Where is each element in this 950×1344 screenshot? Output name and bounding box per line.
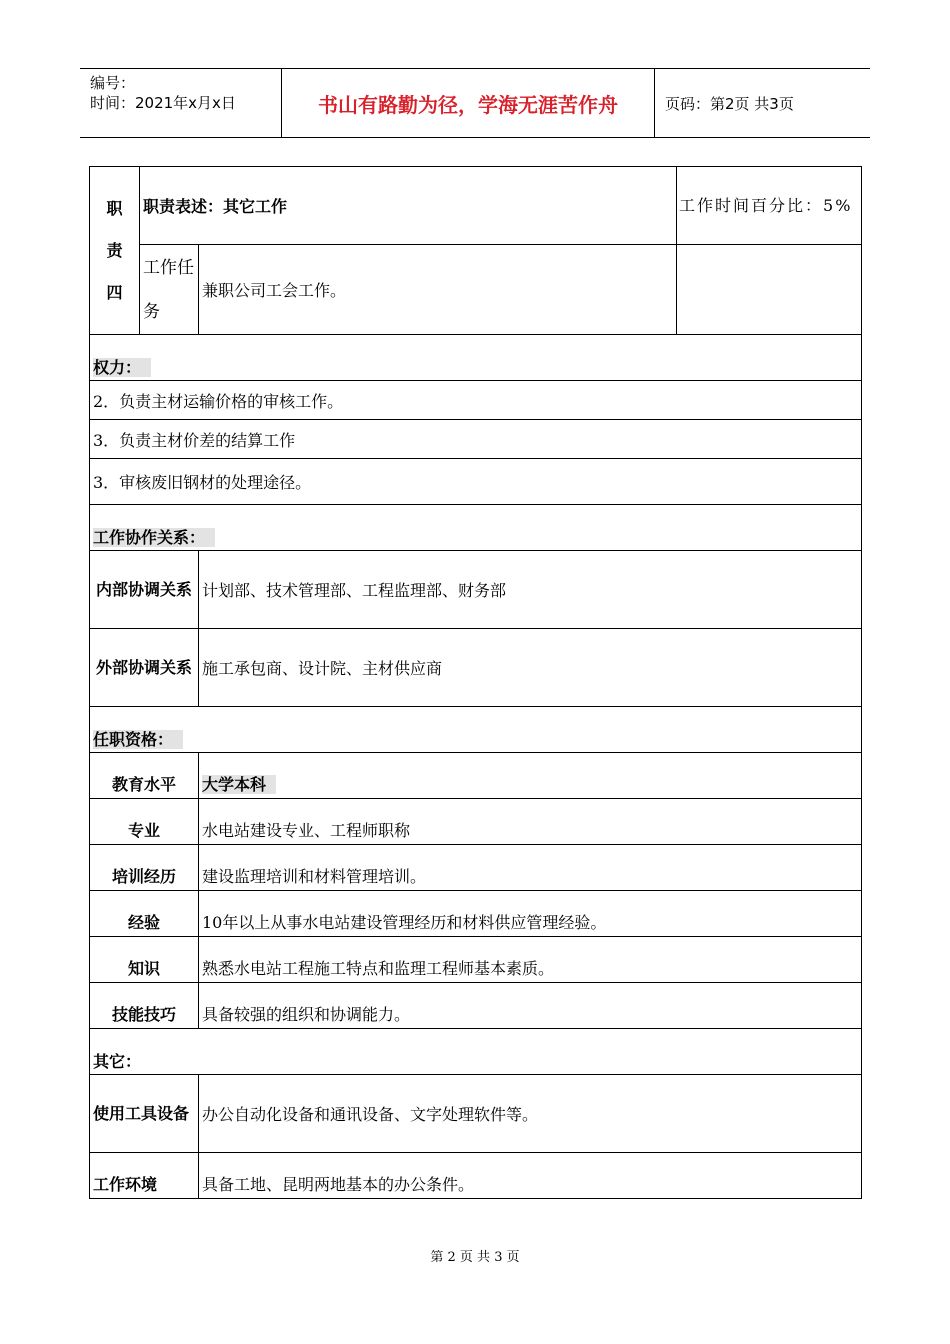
header-meta [80,69,282,137]
relations-section [90,505,862,551]
tools-row [90,1075,862,1153]
other-section [90,1029,862,1075]
qual-label: 技能技巧 [90,983,199,1029]
header-motto: 书山有路勤为径，学海无涯苦作舟 [282,69,655,137]
qual-value: 10年以上从事水电站建设管理经历和材料供应管理经验。 [199,891,862,937]
task-value: 兼职公司工会工作。 [199,245,677,335]
power-section [90,335,862,381]
serial-label: 编号： [90,74,136,92]
env-value: 具备工地、昆明两地基本的办公条件。 [199,1153,862,1199]
qual-row [90,845,862,891]
qual-row [90,983,862,1029]
env-row [90,1153,862,1199]
page-header [80,68,870,138]
task-empty [677,245,862,335]
time-label: 时间：2021年x月x日 [90,94,236,112]
power-item-text: 3．负责主材价差的结算工作 [90,420,862,459]
qual-label: 知识 [90,937,199,983]
qual-value: 建设监理培训和材料管理培训。 [199,845,862,891]
qual-value: 水电站建设专业、工程师职称 [199,799,862,845]
power-item [90,459,862,505]
duty-desc: 职责表述：其它工作 [140,167,677,245]
qual-row [90,799,862,845]
duty-label: 职 责 四 [90,167,140,335]
internal-value: 计划部、技术管理部、工程监理部、财务部 [199,551,862,629]
qual-value: 熟悉水电站工程施工特点和监理工程师基本素质。 [199,937,862,983]
task-row [90,245,862,335]
page-footer: 第 2 页 共 3 页 [430,1250,520,1265]
external-value: 施工承包商、设计院、主材供应商 [199,629,862,707]
qual-value: 具备较强的组织和协调能力。 [199,983,862,1029]
power-item-text: 2．负责主材运输价格的审核工作。 [90,381,862,420]
qual-label: 专业 [90,799,199,845]
external-label: 外部协调关系 [90,629,199,707]
qual-label: 经验 [90,891,199,937]
qual-row [90,891,862,937]
qual-label: 培训经历 [90,845,199,891]
relations-title: 工作协作关系： [93,528,215,547]
internal-row [90,551,862,629]
env-label: 工作环境 [90,1153,199,1199]
duty-row [90,167,862,245]
qualification-title: 任职资格： [93,730,183,749]
job-description-table [89,166,862,1199]
internal-label: 内部协调关系 [90,551,199,629]
task-label: 工作任务 [140,245,199,335]
qual-value: 大学本科 [202,775,276,794]
power-title: 权力： [93,358,151,377]
header-page-info: 页码：第2页 共3页 [665,94,794,113]
qual-row [90,753,862,799]
tools-label: 使用工具设备 [90,1075,199,1153]
power-item [90,381,862,420]
qualification-section [90,707,862,753]
qual-label: 教育水平 [90,753,199,799]
power-item [90,420,862,459]
external-row [90,629,862,707]
qual-row [90,937,862,983]
tools-value: 办公自动化设备和通讯设备、文字处理软件等。 [199,1075,862,1153]
other-title: 其它： [93,1052,142,1071]
duty-percent: 工作时间百分比：5% [677,167,862,245]
power-item-text: 3．审核废旧钢材的处理途径。 [90,459,862,505]
